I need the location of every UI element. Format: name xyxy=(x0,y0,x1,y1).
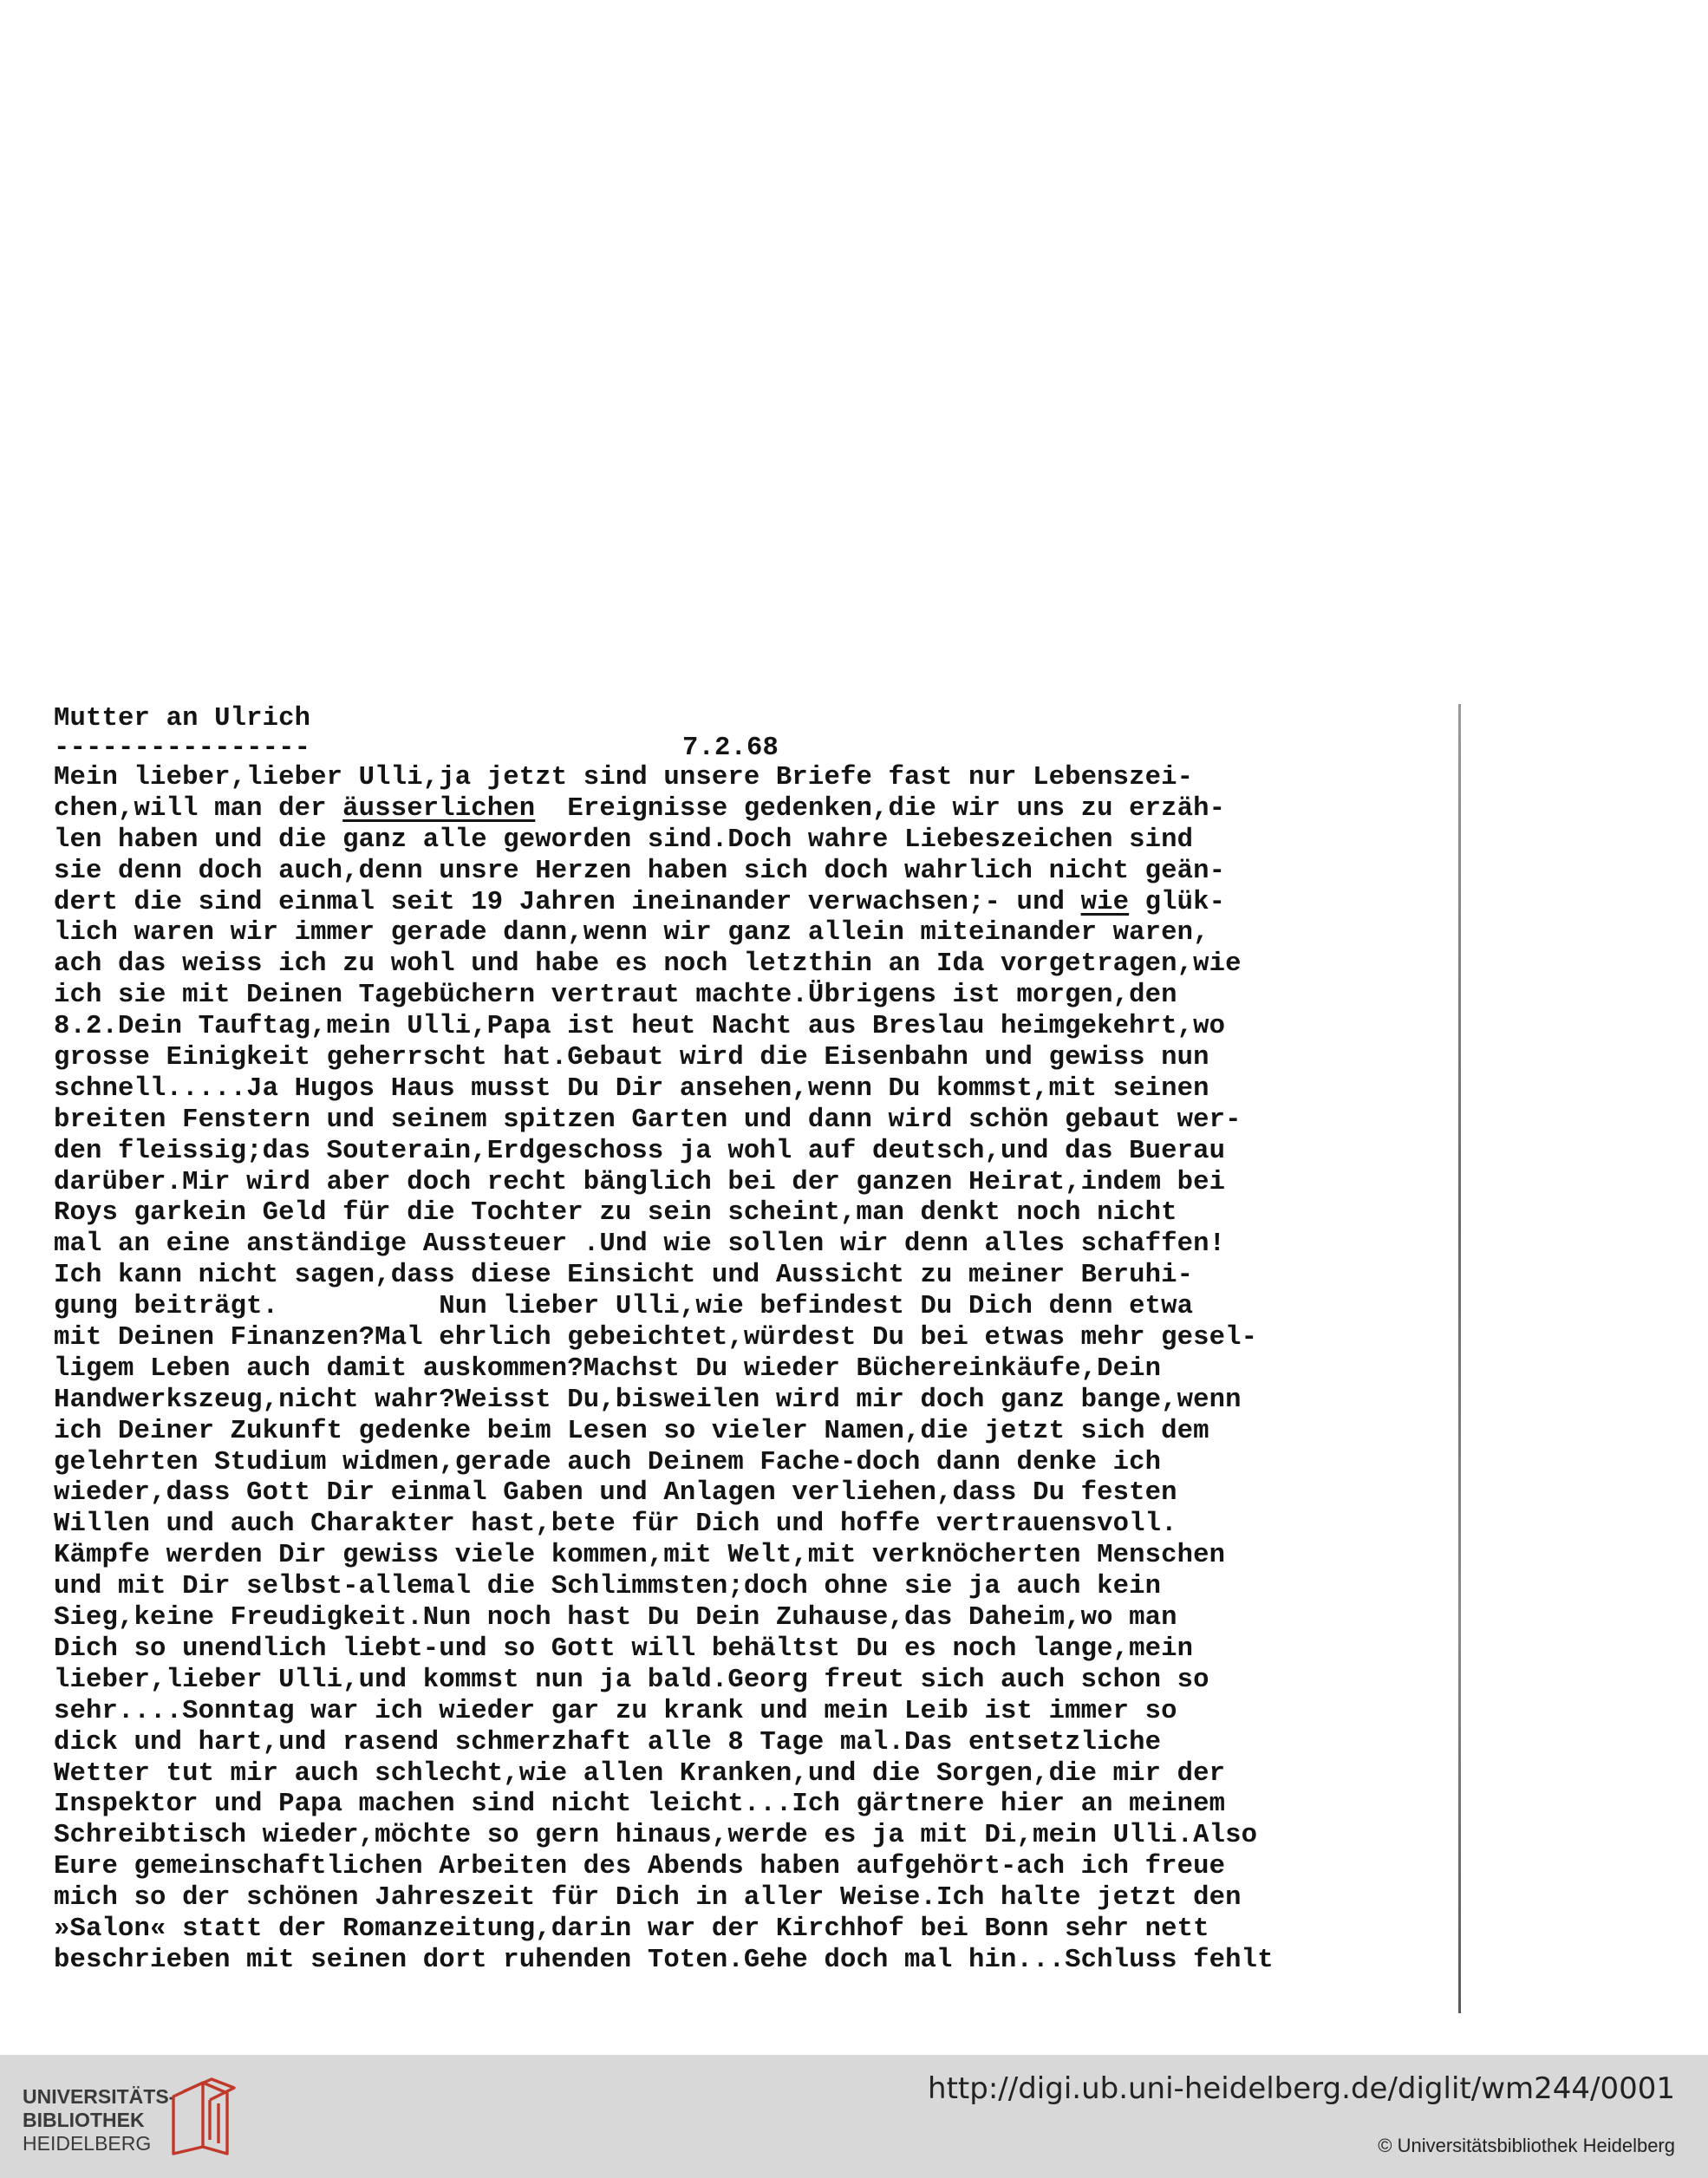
letter-line: Handwerkszeug,nicht wahr?Weisst Du,bisweilen wird mir doch ganz bange,wenn xyxy=(54,1385,1242,1415)
letter-line: darüber.Mir wird aber doch recht bänglich bei der ganzen Heirat,indem bei xyxy=(54,1167,1226,1197)
letter-line: ich sie mit Deinen Tagebüchern vertraut machte.Übrigens ist morgen,den xyxy=(54,981,1177,1011)
letter-line: chen,will man der äusserlichen Ereignisse gedenken,die wir uns zu erzäh- xyxy=(54,793,1226,824)
letter-body xyxy=(54,763,1458,1977)
letter-line: Schreibtisch wieder,möchte so gern hinaus,werde es ja mit Di,mein Ulli.Also xyxy=(54,1821,1258,1851)
letter-line: gelehrten Studium widmen,gerade auch Deinem Fache-doch dann denke ich xyxy=(54,1447,1162,1477)
letter-line: ligem Leben auch damit auskommen?Machst Du wieder Büchereinkäufe,Dein xyxy=(54,1353,1162,1384)
letter-line: len haben und die ganz alle geworden sind.Doch wahre Liebeszeichen sind xyxy=(54,825,1194,855)
underlined-word: wie xyxy=(1080,887,1130,917)
letter-line: grosse Einigkeit geherrscht hat.Gebaut wird die Eisenbahn und gewiss nun xyxy=(54,1043,1209,1073)
letter-line: lich waren wir immer gerade dann,wenn wir ganz allein miteinander waren, xyxy=(54,918,1209,949)
letter-line: wieder,dass Gott Dir einmal Gaben und Anlagen verliehen,dass Du festen xyxy=(54,1478,1177,1509)
letter-line: mich so der schönen Jahreszeit für Dich in aller Weise.Ich halte jetzt den xyxy=(54,1883,1242,1914)
letter-line: dert die sind einmal seit 19 Jahren ineinander verwachsen;- und wie glük- xyxy=(54,887,1226,917)
letter-line: Inspektor und Papa machen sind nicht leicht...Ich gärtnere hier an meinem xyxy=(54,1790,1226,1820)
letter-line: dick und hart,und rasend schmerzhaft alle 8 Tage mal.Das entsetzliche xyxy=(54,1727,1162,1757)
letter-line: Mein lieber,lieber Ulli,ja jetzt sind unsere Briefe fast nur Lebenszei- xyxy=(54,763,1194,792)
letter-line: und mit Dir selbst-allemal die Schlimmsten;doch ohne sie ja auch kein xyxy=(54,1572,1162,1602)
letter-line: lieber,lieber Ulli,und kommst nun ja bald.Georg freut sich auch schon so xyxy=(54,1665,1209,1695)
letter-line: schnell.....Ja Hugos Haus musst Du Dir ansehen,wenn Du kommst,mit seinen xyxy=(54,1073,1209,1104)
library-logo-text xyxy=(23,2085,175,2155)
permalink-url[interactable]: http://digi.ub.uni-heidelberg.de/diglit/wm244/0001 xyxy=(928,2071,1675,2106)
letter-line: Roys garkein Geld für die Tochter zu sein scheint,man denkt noch nicht xyxy=(54,1198,1177,1229)
letter-line: Dich so unendlich liebt-und so Gott will behältst Du es noch lange,mein xyxy=(54,1634,1194,1664)
logo-line-3: HEIDELBERG xyxy=(23,2132,152,2155)
typed-letter xyxy=(54,704,1458,1977)
letter-line: Sieg,keine Freudigkeit.Nun noch hast Du Dein Zuhause,das Daheim,wo man xyxy=(54,1603,1177,1634)
letter-heading: Mutter an Ulrich xyxy=(54,704,311,734)
letter-line: den fleissig;das Souterain,Erdgeschoss ja wohl auf deutsch,und das Buerau xyxy=(54,1136,1226,1166)
letter-line: sehr....Sonntag war ich wieder gar zu krank und mein Leib ist immer so xyxy=(54,1696,1177,1726)
letter-line: »Salon« statt der Romanzeitung,darin war der Kirchhof bei Bonn sehr nett xyxy=(54,1914,1209,1944)
heading-rule-row xyxy=(54,734,1458,763)
letter-line: 8.2.Dein Tauftag,mein Ulli,Papa ist heut Nacht aus Breslau heimgekehrt,wo xyxy=(54,1012,1226,1042)
heading-rule: ---------------- xyxy=(54,734,311,763)
underlined-word: äusserlichen xyxy=(342,793,536,824)
letter-line: gung beiträgt. Nun lieber Ulli,wie befindest Du Dich denn etwa xyxy=(54,1292,1194,1322)
letter-line: sie denn doch auch,denn unsre Herzen haben sich doch wahrlich nicht geän- xyxy=(54,856,1226,886)
letter-line: Willen und auch Charakter hast,bete für Dich und hoffe vertrauensvoll. xyxy=(54,1510,1177,1540)
letter-line: Kämpfe werden Dir gewiss viele kommen,mit Welt,mit verknöcherten Menschen xyxy=(54,1541,1226,1571)
paper-edge-shadow xyxy=(1458,704,1461,2013)
letter-line: mal an eine anständige Aussteuer .Und wie sollen wir denn alles schaffen! xyxy=(54,1229,1226,1260)
letter-line: Eure gemeinschaftlichen Arbeiten des Abends haben aufgehört-ach ich freue xyxy=(54,1852,1226,1882)
logo-line-2: BIBLIOTHEK xyxy=(23,2109,145,2131)
letter-line: beschrieben mit seinen dort ruhenden Toten.Gehe doch mal hin...Schluss fehlt xyxy=(54,1945,1274,1975)
letter-line: ich Deiner Zukunft gedenke beim Lesen so vieler Namen,die jetzt sich dem xyxy=(54,1416,1209,1446)
copyright-notice: © Universitätsbibliothek Heidelberg xyxy=(1378,2135,1675,2156)
letter-line: breiten Fenstern und seinem spitzen Garten und dann wird schön gebaut wer- xyxy=(54,1105,1242,1135)
logo-line-1: UNIVERSITÄTS- xyxy=(23,2085,176,2108)
letter-line: ach das weiss ich zu wohl und habe es noch letzthin an Ida vorgetragen,wie xyxy=(54,949,1242,980)
letter-line: mit Deinen Finanzen?Mal ehrlich gebeichtet,würdest Du bei etwas mehr gesel- xyxy=(54,1323,1258,1353)
letter-line: Ich kann nicht sagen,dass diese Einsicht und Aussicht zu meiner Beruhi- xyxy=(54,1261,1194,1291)
letter-date: 7.2.68 xyxy=(682,734,779,763)
library-book-icon xyxy=(165,2070,239,2157)
letter-line: Wetter tut mir auch schlecht,wie allen Kranken,und die Sorgen,die mir der xyxy=(54,1758,1226,1789)
